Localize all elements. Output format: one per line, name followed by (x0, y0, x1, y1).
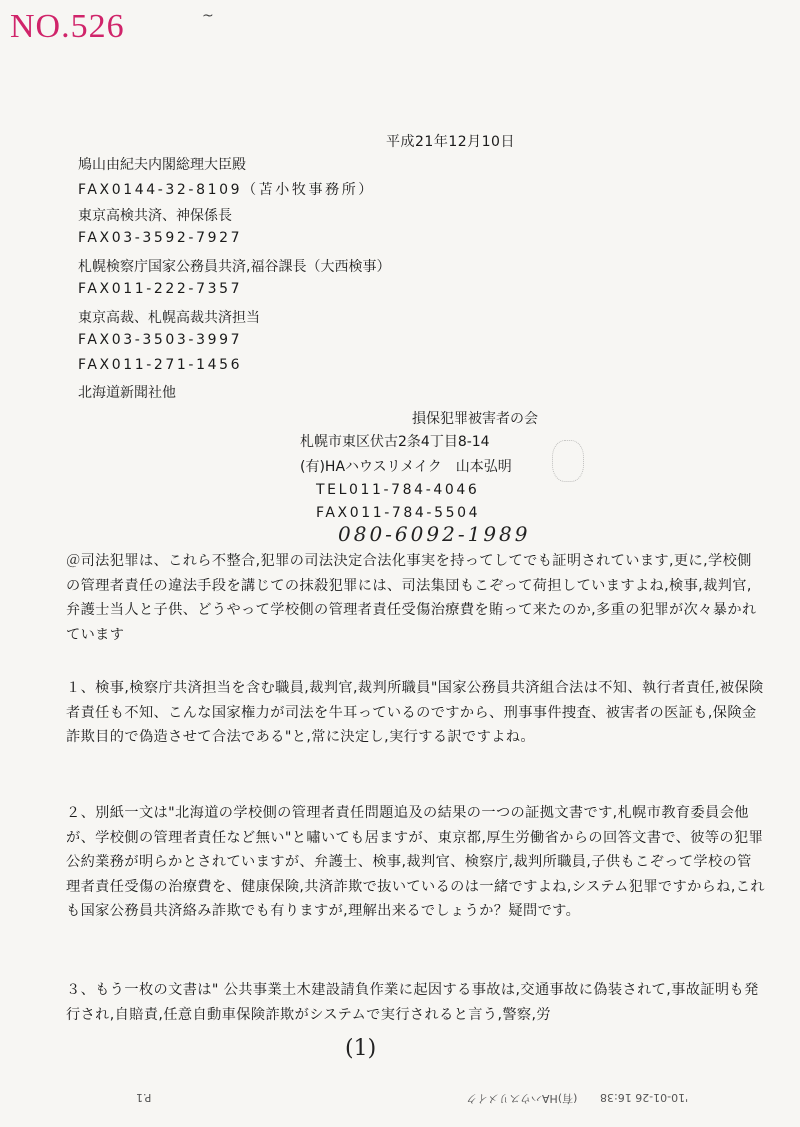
page-number: (1) (345, 1036, 377, 1061)
recipient-fax-4: FAX03-3503-3997 (78, 332, 243, 348)
paragraph-intro: ＠司法犯罪は、これら不整合,犯罪の司法決定合法化事実を持ってしてでも証明されています,更に,学校側の管理者責任の違法手段を講じての抹殺犯罪には、司法集団もこぞって荷担していますよね,検事,裁判官,弁護士当人と子供、どうやって学校側の管理者責任受傷治療費を賄って来たのか,多重の犯罪が次々暴かれています (66, 553, 757, 643)
recipient-pm: 鳩山由紀夫内閣総理大臣殿 (78, 157, 246, 173)
recipient-tokyo-prosecutors: 東京高検共済、神保係長 (78, 208, 232, 224)
sender-company: (有)HAハウスリメイク 山本弘明 (300, 459, 512, 475)
handwritten-phone: 080-6092-1989 (338, 522, 531, 546)
paragraph-2: ２、別紙一文は"北海道の学校側の管理者責任問題追及の結果の一つの証拠文書です,札幌市教育委員会他が、学校側の管理者責任など無い"と嘯いても居ますが、東京都,厚生労働省からの回答文書で、彼等の犯罪公約業務が明らかとされていますが、弁護士、検事,裁判官、検察庁,裁判所職員,子供もこぞって学校の管理者責任受傷の治療費を、健康保険,共済詐欺で抜いているのは一緒ですよね,システム犯罪ですからね,これも国家公務員共済絡み詐欺でも有りますが,理解出来るでしょうか？疑問です。 (66, 805, 765, 919)
recipient-fax-2: FAX03-3592-7927 (78, 230, 243, 246)
paragraph-1: １、検事,検察庁共済担当を含む職員,裁判官,裁判所職員"国家公務員共済組合法は不知、執行者責任,被保険者責任も不知、こんな国家権力が司法を牛耳っているのですから、刑事事件捜査、被害者の医証も,保険金詐欺目的で偽造させて合法である"と,常に決定し,実行する訳ですよね。 (66, 680, 764, 745)
paragraph-3: ３、もう一枚の文書は" 公共事業土木建設請負作業に起因する事故は,交通事故に偽装されて,事故証明も発行され,自賠責,任意自動車保険詐欺がシステムで実行されると言う,警察,労 (66, 982, 759, 1023)
seal-stamp (552, 440, 584, 482)
sender-fax: FAX011-784-5504 (316, 505, 481, 521)
stray-mark: ~ (202, 8, 214, 24)
recipient-fax-5: FAX011-271-1456 (78, 357, 243, 373)
recipient-fax-3: FAX011-222-7357 (78, 281, 243, 297)
sender-tel: TEL011-784-4046 (316, 482, 480, 498)
sender-org: 損保犯罪被害者の会 (412, 411, 538, 427)
recipient-newspaper: 北海道新聞社他 (78, 385, 176, 401)
footer-sender-code: (有)HAハウスリメイク (466, 1092, 578, 1105)
recipient-courts: 東京高裁、札幌高裁共済担当 (78, 310, 260, 326)
sender-address: 札幌市東区伏古2条4丁目8-14 (300, 434, 490, 450)
recipient-fax-1: FAX0144-32-8109（苫小牧事務所） (78, 182, 375, 198)
document-date: 平成21年12月10日 (386, 134, 515, 150)
recipient-sapporo-prosecutors: 札幌検察庁国家公務員共済,福谷課長（大西検事） (78, 259, 391, 275)
document-number: NO.526 (10, 8, 125, 45)
footer-timestamp: '10-01-26 16:38 (600, 1091, 689, 1104)
footer-page: P.1 (136, 1091, 152, 1104)
